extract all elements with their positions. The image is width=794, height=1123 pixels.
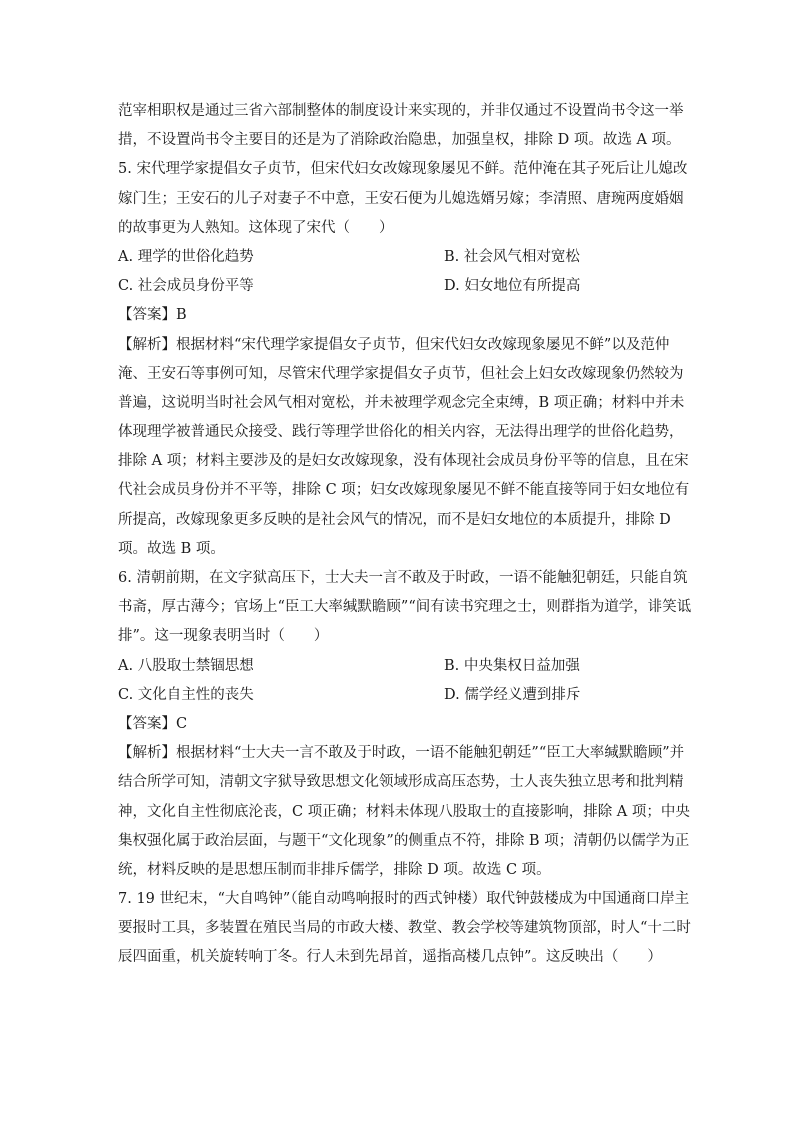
- analysis-line: 结合所学可知，清朝文字狱导致思想文化领域形成高压态势，士人丧失独立思考和批判精: [118, 774, 684, 791]
- question-stem-line: 辰四面重，机关旋转响丁冬。行人未到先昂首，遥指高楼几点钟”。这反映出（ ）: [118, 949, 662, 966]
- options-row: [118, 652, 678, 681]
- text-line: 范宰相职权是通过三省六部制整体的制度设计来实现的，并非仅通过不设置尚书令这一举: [118, 103, 684, 119]
- analysis-paragraph: [118, 739, 690, 885]
- document-page: [118, 97, 692, 973]
- intro-paragraph: [118, 97, 684, 155]
- analysis-line: 集权强化属于政治层面，与题干“文化现象”的侧重点不符，排除 B 项；清朝仍以儒学为正: [118, 832, 690, 849]
- analysis-line: 排除 A 项；材料主要涉及的是妇女改嫁现象，没有体现社会成员身份平等的信息，且在宋: [118, 453, 689, 470]
- analysis-paragraph: [118, 331, 690, 565]
- analysis-line: 神，文化自主性彻底沦丧，C 项正确；材料未体现八股取士的直接影响，排除 A 项；中央: [118, 803, 690, 820]
- answer-line: 【答案】C: [118, 715, 188, 732]
- option-b: B. 社会风气相对宽松: [444, 248, 580, 265]
- analysis-line: 淹、王安石等事例可知，尽管宋代理学家提倡女子贞节，但社会上妇女改嫁现象仍然较为: [118, 365, 684, 382]
- option-c: C. 文化自主性的丧失: [118, 686, 254, 703]
- option-a: A. 理学的世俗化趋势: [118, 248, 254, 265]
- text-line: 措，不设置尚书令主要目的还是为了消除政治隐患，加强皇权，排除 D 项。故选 A 项。: [118, 132, 681, 149]
- options-row: [118, 243, 678, 272]
- analysis-line: 代社会成员身份并不平等，排除 C 项；妇女改嫁现象屡见不鲜不能直接等同于妇女地位有: [118, 482, 690, 499]
- question-stem-line: 5. 宋代理学家提倡女子贞节，但宋代妇女改嫁现象屡见不鲜。范仲淹在其子死后让儿媳改: [118, 161, 688, 178]
- options-row: [118, 681, 678, 710]
- question-stem-line: 要报时工具，多装置在殖民当局的市政大楼、教堂、教会学校等建筑物顶部，时人“十二时: [118, 920, 691, 937]
- option-c: C. 社会成员身份平等: [118, 278, 254, 295]
- question-7: [118, 885, 691, 973]
- question-stem-line: 嫁门生；王安石的儿子对妻子不中意，王安石便为儿媳选婿另嫁；李清照、唐琬两度婚姻: [118, 190, 684, 207]
- question-stem-line: 的故事更为人熟知。这体现了宋代（ ）: [118, 219, 394, 236]
- question-6: [118, 564, 692, 885]
- option-d: D. 妇女地位有所提高: [444, 278, 581, 295]
- analysis-line: 项。故选 B 项。: [118, 540, 225, 557]
- question-stem-line: 排”。这一现象表明当时（ ）: [118, 628, 329, 645]
- analysis-line: 体现理学被普通民众接受、践行等理学世俗化的相关内容，无法得出理学的世俗化趋势，: [118, 424, 684, 441]
- analysis-line: 【解析】根据材料“宋代理学家提倡女子贞节，但宋代妇女改嫁现象屡见不鲜”以及范仲: [118, 336, 670, 353]
- option-d: D. 儒学经义遭到排斥: [444, 686, 581, 703]
- analysis-line: 统，材料反映的是思想压制而非排斥儒学，排除 D 项。故选 C 项。: [118, 861, 551, 878]
- question-stem-line: 6. 清朝前期，在文字狱高压下，士大夫一言不敢及于时政，一语不能触犯朝廷，只能自筑: [118, 570, 688, 586]
- analysis-line: 【解析】根据材料“士大夫一言不敢及于时政，一语不能触犯朝廷”“臣工大率缄默瞻顾”并: [118, 745, 685, 762]
- analysis-line: 普遍，这说明当时社会风气相对宽松，并未被理学观念完全束缚，B 项正确；材料中并未: [118, 394, 685, 411]
- analysis-line: 所提高，改嫁现象更多反映的是社会风气的情况，而不是妇女地位的本质提升，排除 D: [118, 511, 671, 528]
- question-stem-line: 7. 19 世纪末，“大自鸣钟”（能自动鸣响报时的西式钟楼）取代钟鼓楼成为中国通商口岸主: [118, 891, 690, 908]
- options-row: [118, 272, 678, 301]
- option-b: B. 中央集权日益加强: [444, 657, 580, 674]
- question-stem-line: 书斋，厚古薄今；官场上“臣工大率缄默瞻顾”“间有读书究理之士，则群指为道学，诽笑诋: [118, 599, 692, 616]
- question-5: [118, 155, 690, 564]
- answer-line: 【答案】B: [118, 307, 187, 324]
- option-a: A. 八股取士禁锢思想: [118, 657, 254, 674]
